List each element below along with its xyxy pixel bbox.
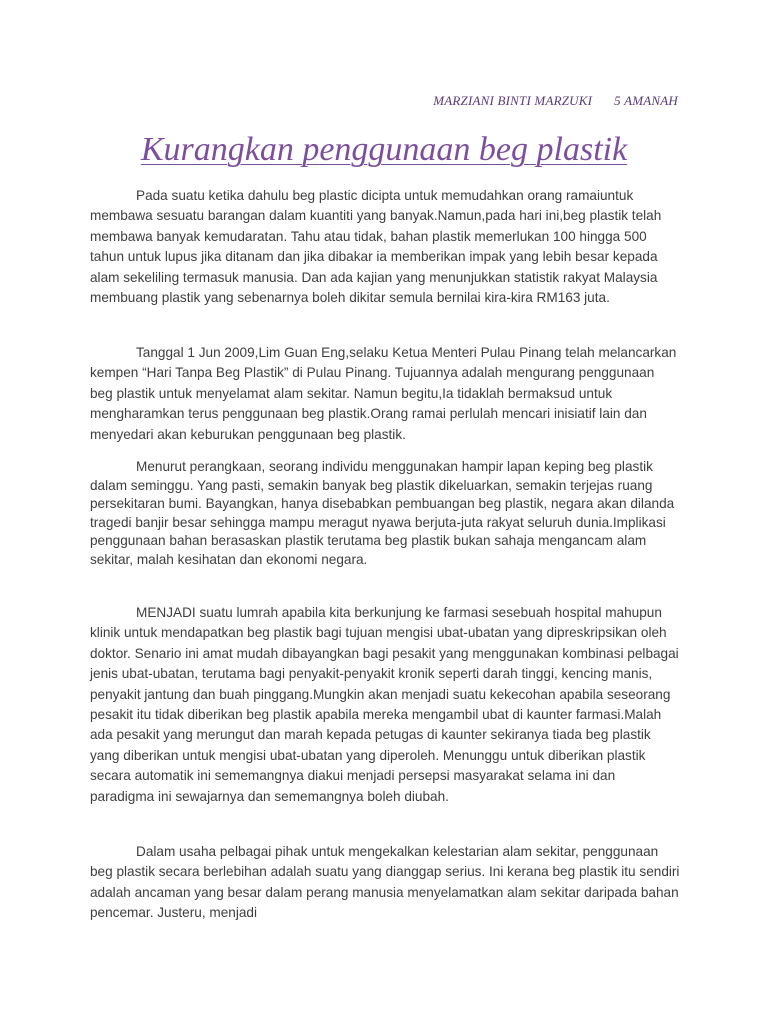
paragraph: MENJADI suatu lumrah apabila kita berkunjung ke farmasi sesebuah hospital mahupun klinik untuk mendapatkan beg plastik bagi tujuan mengisi ubat-ubatan yang dipreskripsikan oleh doktor. Senario ini amat mudah dibayangkan bagi pesakit yang menggunakan kombinasi pelbagai jenis ubat-ubatan, terutama bagi penyakit-penyakit kronik seperti darah tinggi, kencing manis, penyakit jantung dan buah pinggang.Mungkin akan menjadi suatu kekecohan apabila seseorang pesakit itu tidak diberikan beg plastik apabila mereka mengambil ubat di kaunter farmasi.Malah ada pesakit yang merungut dan marah kepada petugas di kaunter sekiranya tiada beg plastik yang diberikan untuk mengisi ubat-ubatan yang diperoleh. Menunggu untuk diberikan plastik secara automatik ini sememangnya diakui menjadi persepsi masyarakat selama ini dan paradigma ini sewajarnya dan sememangnya boleh diubah. (90, 605, 679, 804)
paragraph: Tanggal 1 Jun 2009,Lim Guan Eng,selaku Ketua Menteri Pulau Pinang telah melancarkan kempen “Hari Tanpa Beg Plastik” di Pulau Pinang. Tujuannya adalah mengurang penggunaan beg plastik untuk menyelamat alam sekitar. Namun begitu,Ia tidaklah bermaksud untuk mengharamkan terus penggunaan beg plastik.Orang ramai perlulah mencari inisiatif lain dan menyedari akan keburukan penggunaan beg plastik. (90, 345, 677, 442)
paragraph: Dalam usaha pelbagai pihak untuk mengekalkan kelestarian alam sekitar, penggunaan beg plastik secara berlebihan adalah suatu yang dianggap serius. Ini kerana beg plastik itu sendiri adalah ancaman yang besar dalam perang manusia menyelamatkan alam sekitar daripada bahan pencemar. Justeru, menjadi (90, 844, 680, 921)
paragraph: Menurut perangkaan, seorang individu menggunakan hampir lapan keping beg plastik dalam seminggu. Yang pasti, semakin banyak beg plastik dikeluarkan, semakin terjejas ruang persekitaran bumi. Bayangkan, hanya disebabkan pembuangan beg plastik, negara akan dilanda tragedi banjir besar sehingga mampu meragut nyawa berjuta-juta rakyat seluruh dunia.Implikasi penggunaan bahan berasaskan plastik terutama beg plastik bukan sahaja mengancam alam sekitar, malah kesihatan dan ekonomi negara. (90, 459, 675, 567)
header (433, 93, 678, 109)
page-title: Kurangkan penggunaan beg plastik (140, 131, 628, 168)
class-name: 5 AMANAH (614, 93, 678, 108)
author-name: MARZIANI BINTI MARZUKI (433, 93, 593, 108)
paragraph: Pada suatu ketika dahulu beg plastic dicipta untuk memudahkan orang ramaiuntuk membawa sesuatu barangan dalam kuantiti yang banyak.Namun,pada hari ini,beg plastik telah membawa banyak kemudaratan. Tahu atau tidak, bahan plastik memerlukan 100 hingga 500 tahun untuk lupus jika ditanam dan jika dibakar ia memberikan impak yang lebih besar kepada alam sekeliling termasuk manusia. Dan ada kajian yang menunjukkan statistik rakyat Malaysia membuang plastik yang sebenarnya boleh dikitar semula bernilai kira-kira RM163 juta. (90, 188, 662, 306)
